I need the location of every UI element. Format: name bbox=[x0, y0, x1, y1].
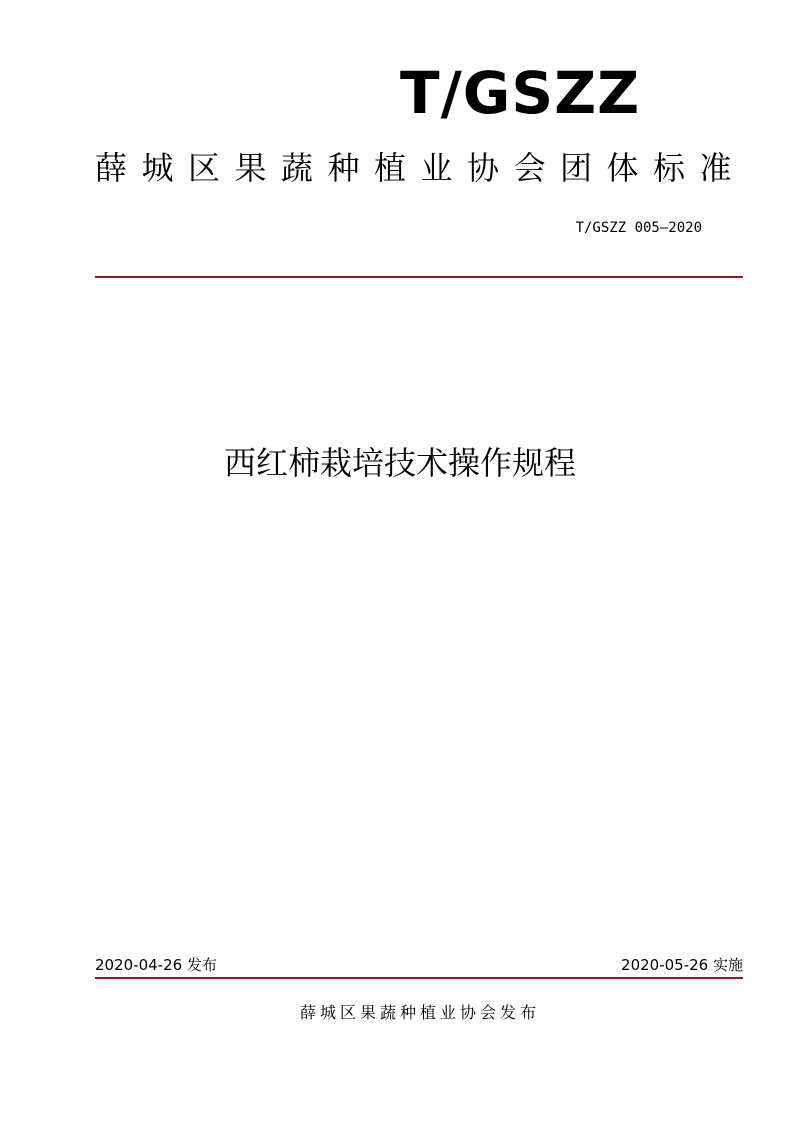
effective-date: 2020-05-26 实施 bbox=[621, 956, 743, 974]
footer-divider bbox=[95, 977, 743, 979]
organization-title: 薛城区果蔬种植业协会团体标准 bbox=[95, 149, 747, 187]
publisher: 薛城区果蔬种植业协会发布 bbox=[299, 1003, 540, 1022]
issue-date: 2020-04-26 发布 bbox=[95, 956, 217, 974]
standard-mark: T/GSZZ bbox=[400, 59, 641, 127]
standard-number: T/GSZZ 005—2020 bbox=[575, 220, 702, 236]
header-divider bbox=[95, 276, 743, 278]
document-title: 西红柿栽培技术操作规程 bbox=[223, 444, 576, 482]
